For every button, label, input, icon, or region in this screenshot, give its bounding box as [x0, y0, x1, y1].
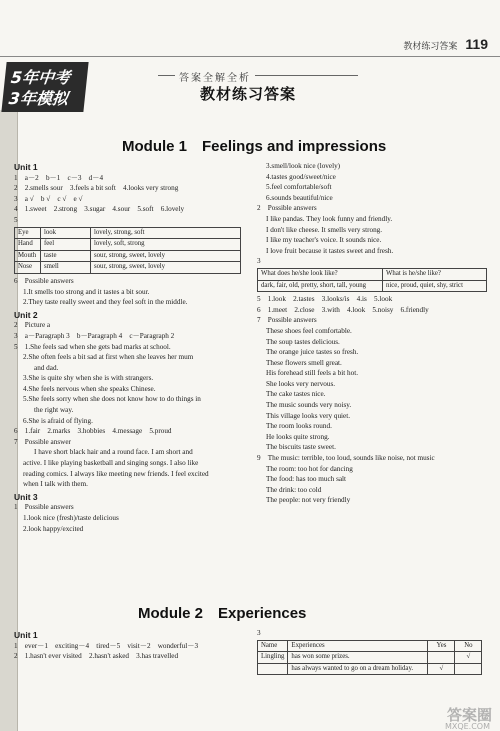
answer-line: The biscuits taste sweet.: [266, 443, 336, 452]
module-1-title: Module 1 Feelings and impressions: [122, 138, 387, 155]
answer-line: The soup tastes delicious.: [266, 337, 340, 346]
answer-line: 4.tastes good/sweet/nice: [266, 172, 336, 181]
table-row: [15, 262, 241, 274]
answer-line: She looks very nervous.: [266, 379, 336, 388]
banner-title: 教材练习答案: [200, 85, 297, 103]
answer-line: 5.feel comfortable/soft: [266, 183, 332, 192]
answer-line: 3.smell/look nice (lovely): [266, 162, 341, 170]
answer-line: 6.sounds beautiful/nice: [266, 193, 333, 202]
answer-line: I like pandas. They look funny and friendly.: [266, 214, 393, 223]
answer-line: 2 1.hasn't ever visited 2.hasn't asked 3.has travelled: [14, 652, 179, 661]
answer-table: [257, 640, 482, 676]
answer-line: The cake tastes nice.: [266, 390, 326, 399]
table-cell: Nose: [15, 262, 41, 274]
table-cell: Yes: [428, 640, 455, 652]
module-2-title: Module 2 Experiences: [138, 605, 307, 622]
table-cell: √: [428, 663, 455, 675]
answer-line: 6 1.fair 2.marks 3.hobbies 4.message 5.proud: [14, 427, 172, 436]
logo-line-2: 3年模拟: [7, 89, 69, 108]
answer-line: 7 Possible answers: [257, 316, 317, 325]
answer-line: 2 Picture a: [14, 321, 51, 330]
answer-line: 3 a √ b √ c √ e √: [14, 194, 83, 203]
table-cell: smell: [41, 262, 91, 274]
answer-line: 1 Possible answers: [14, 503, 74, 512]
header-label: 教材练习答案: [403, 42, 458, 52]
banner-subtitle: 答案全解全析: [175, 69, 255, 84]
answer-line: 2 2.smells sour 3.feels a bit soft 4.looks very strong: [14, 184, 179, 193]
unit-heading: Unit 1: [14, 162, 38, 172]
answer-line: 2 Possible answers: [257, 204, 317, 213]
table-cell: dark, fair, old, pretty, short, tall, young: [258, 280, 383, 292]
answer-table: [257, 268, 487, 292]
table-cell: Eye: [15, 227, 41, 239]
answer-line: 5 1.look 2.tastes 3.looks/is 4.is 5.look: [257, 295, 393, 304]
table-cell: look: [41, 227, 91, 239]
answer-line: the right way.: [34, 406, 74, 415]
answer-line: 4 1.sweet 2.strong 3.sugar 4.sour 5.soft 6.lovely: [14, 205, 185, 214]
answer-line: 1.It smells too strong and it tastes a bit sour.: [23, 287, 150, 296]
answer-line: His forehead still feels a bit hot.: [266, 369, 359, 378]
table-cell: lovely, soft, strong: [91, 239, 241, 251]
header-rule: [0, 56, 500, 57]
unit-heading: Unit 3: [14, 491, 38, 502]
table-row: [258, 663, 482, 675]
table-row: [258, 268, 487, 280]
module-1-right-column: [257, 161, 489, 506]
table-cell: Mouth: [15, 250, 41, 262]
table-cell: sour, strong, sweet, lovely: [91, 250, 241, 262]
table-row: [15, 250, 241, 262]
table-cell: [258, 663, 288, 675]
table-row: [15, 227, 241, 239]
answer-table: [14, 227, 241, 274]
answer-line: The room looks round.: [266, 422, 332, 431]
table-cell: Hand: [15, 239, 41, 251]
table-cell: [455, 663, 482, 675]
answer-line: 1 ever－1 exciting－4 tired－5 visit－2 wonderful－3: [14, 641, 199, 650]
table-cell: No: [455, 640, 482, 652]
answer-line: The orange juice tastes so fresh.: [266, 348, 359, 357]
table-row: [258, 652, 482, 664]
answer-line: 6 Possible answers: [14, 276, 74, 285]
answer-line: The drink: too cold: [266, 485, 322, 494]
answer-line: 2.She often feels a bit sad at first when she leaves her mum: [23, 353, 194, 362]
page-header: [403, 36, 488, 52]
answer-line: The music sounds very noisy.: [266, 401, 352, 410]
table-cell: taste: [41, 250, 91, 262]
table-cell: lovely, strong, soft: [91, 227, 241, 239]
unit-heading: Unit 1: [14, 630, 38, 640]
watermark-url: MXQE.COM: [444, 722, 490, 731]
table-cell: What is he/she like?: [383, 268, 487, 280]
table-cell: Lingling: [258, 652, 288, 664]
answer-line: I like my teacher's voice. It sounds nice.: [266, 236, 382, 245]
answer-line: 3: [257, 629, 261, 637]
table-cell: has always wanted to go on a dream holiday.: [288, 663, 428, 675]
answer-line: I love fruit because it tastes sweet and fresh.: [266, 246, 394, 255]
module-2-right-column: [257, 628, 489, 677]
answer-line: 1 a－2 b－1 c－3 d－4: [14, 173, 104, 182]
answer-line: reading comics. I always like meeting new friends. I feel excited: [23, 469, 209, 478]
table-row: [258, 280, 487, 292]
module-2-left-column: [14, 628, 242, 662]
answer-line: This village looks very quiet.: [266, 411, 351, 420]
answer-line: The food: has too much salt: [266, 475, 347, 484]
table-cell: Experiences: [288, 640, 428, 652]
table-cell: has won some prizes.: [288, 652, 428, 664]
page-number: 119: [465, 36, 488, 52]
answer-line: He looks quite strong.: [266, 432, 330, 441]
table-cell: √: [455, 652, 482, 664]
answer-line: 6.She is afraid of flying.: [23, 416, 93, 425]
watermark-logo: 答案圈: [446, 706, 492, 724]
module-1-left-column: [14, 160, 242, 534]
table-cell: What does he/she look like?: [258, 268, 383, 280]
table-cell: Name: [258, 640, 288, 652]
answer-line: 5.She feels sorry when she does not know how to do things in: [23, 395, 201, 404]
answer-line: These shoes feel comfortable.: [266, 326, 352, 335]
table-row: [15, 239, 241, 251]
answer-line: 6 1.meet 2.close 3.with 4.look 5.noisy 6.friendly: [257, 305, 429, 314]
answer-line: 3.She is quite shy when she is with strangers.: [23, 374, 154, 383]
answer-line: and dad.: [34, 363, 59, 372]
answer-line: These flowers smell great.: [266, 358, 342, 367]
table-cell: feel: [41, 239, 91, 251]
answer-line: active. I like playing basketball and singing songs. I also like: [23, 459, 199, 468]
answer-line: 9 The music: terrible, too loud, sounds like noise, not music: [257, 454, 435, 463]
answer-line: 2.look happy/excited: [23, 524, 84, 533]
table-cell: nice, proud, quiet, shy, strict: [383, 280, 487, 292]
answer-line: 5: [14, 215, 18, 224]
answer-line: 1.look nice (fresh)/taste delicious: [23, 514, 119, 522]
table-cell: [428, 652, 455, 664]
answer-line: The room: too hot for dancing: [266, 464, 353, 473]
publisher-logo: [1, 62, 88, 112]
answer-line: 5 1.She feels sad when she gets bad marks at school.: [14, 342, 171, 351]
answer-line: 7 Possible answer: [14, 437, 71, 446]
answer-line: 4.She feels nervous when she speaks Chinese.: [23, 384, 156, 393]
answer-line: 3 a－Paragraph 3 b－Paragraph 4 c－Paragraph 2: [14, 331, 175, 340]
answer-line: 2.They taste really sweet and they feel soft in the middle.: [23, 298, 188, 307]
table-cell: sour, strong, sweet, lovely: [91, 262, 241, 274]
answer-line: The people: not very friendly: [266, 496, 351, 505]
logo-line-1: 5年中考: [10, 68, 72, 87]
answer-line: 3: [257, 257, 261, 266]
unit-heading: Unit 2: [14, 309, 38, 320]
table-row: [258, 640, 482, 652]
answer-line: when I talk with them.: [23, 480, 88, 489]
answer-line: I don't like cheese. It smells very strong.: [266, 225, 383, 234]
answer-line: I have short black hair and a round face. I am short and: [34, 448, 193, 457]
